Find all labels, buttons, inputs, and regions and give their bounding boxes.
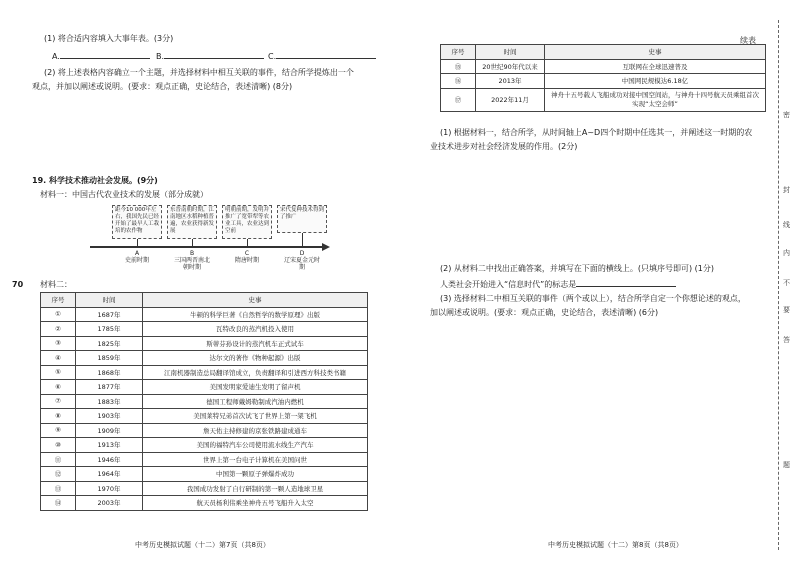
table-row (41, 438, 368, 453)
cell-index: ③ (41, 336, 76, 351)
question-1-line2: 业技术进步对社会经济发展的作用。(2分) (430, 142, 578, 151)
material-2-table-continued (440, 44, 766, 112)
table-row (41, 322, 368, 337)
question-2-line1: (2) 从材料二中找出正确答案，并填写在下面的横线上。(只填序号即可) (1分) (440, 264, 714, 273)
fill-blank-b (156, 50, 264, 62)
cell-index: ⑧ (41, 409, 76, 424)
header-time: 时间 (76, 293, 143, 308)
cell-event: 斯蒂芬孙设计的蒸汽机车正式试车 (143, 336, 368, 351)
cell-event: 美国莱特兄弟首次试飞了世界上第一架飞机 (143, 409, 368, 424)
table-row (41, 409, 368, 424)
table-row (41, 365, 368, 380)
cell-index: ⑦ (41, 394, 76, 409)
cell-time: 2003年 (76, 496, 143, 511)
cell-index: ⑤ (41, 365, 76, 380)
cell-time: 1785年 (76, 322, 143, 337)
cell-time: 1877年 (76, 380, 143, 395)
table-row (41, 351, 368, 366)
table-row (41, 380, 368, 395)
table-row (41, 336, 368, 351)
table-row (41, 423, 368, 438)
material-2-title: 材料二： (40, 280, 72, 289)
fill-blank-c (268, 50, 376, 62)
cell-event: 中国第一颗原子弹爆炸成功 (143, 467, 368, 482)
table-row (41, 307, 368, 322)
timeline-letter-c: C (244, 250, 250, 257)
cell-index: ④ (41, 351, 76, 366)
fill-a-label: A. (52, 52, 60, 61)
timeline-letter-d: D (299, 250, 305, 257)
cell-time: 20世纪90年代以来 (476, 59, 545, 74)
left-page-footer: 中考历史模拟试题（十二）第7页（共8页） (135, 541, 270, 549)
cell-index: ⑯ (441, 74, 476, 89)
cell-event: 瓦特改良的蒸汽机投入使用 (143, 322, 368, 337)
question-fill-prompt: (1) 将合适内容填入大事年表。(3分) (44, 34, 174, 43)
table-row (41, 394, 368, 409)
table-header-row (441, 45, 766, 60)
binding-char: 不 (783, 279, 790, 287)
cell-time: 1913年 (76, 438, 143, 453)
cell-time: 1909年 (76, 423, 143, 438)
cell-index: ⑬ (41, 481, 76, 496)
timeline-period-d: 辽宋夏金元时期 (283, 257, 320, 271)
header-time: 时间 (476, 45, 545, 60)
timeline-box-d: 宋代复种技术得到了推广 (277, 205, 327, 233)
cell-time: 1868年 (76, 365, 143, 380)
cell-time: 1970年 (76, 481, 143, 496)
page-number-side: 70 (12, 280, 24, 289)
material-1-title: 材料一：中国古代农业技术的发展（部分成就） (40, 190, 208, 199)
continued-label: 续表 (740, 36, 756, 45)
question-1-line1: (1) 根据材料一，结合所学，从时间轴上A~D四个时期中任选其一，并阐述这一时期的农 (440, 128, 753, 137)
table-header-row (41, 293, 368, 308)
timeline-period-b: 三国两晋南北朝时期 (173, 257, 210, 271)
cell-index: ① (41, 307, 76, 322)
cell-event: 达尔文的著作《物种起源》出版 (143, 351, 368, 366)
header-index: 序号 (41, 293, 76, 308)
cell-time: 2013年 (476, 74, 545, 89)
cell-index: ⑮ (441, 59, 476, 74)
timeline-label-c (227, 250, 267, 264)
cell-index: ⑰ (441, 88, 476, 111)
table-row (441, 88, 766, 111)
binding-dashed-line (778, 20, 779, 550)
cell-index: ⑨ (41, 423, 76, 438)
cell-time: 1883年 (76, 394, 143, 409)
binding-char: 要 (783, 306, 790, 314)
cell-index: ⑫ (41, 467, 76, 482)
cell-event: 我国成功发射了自行研制的第一颗人造地球卫星 (143, 481, 368, 496)
timeline-label-a (117, 250, 157, 264)
question-theme-line2: 观点，并加以阐述或说明。(要求：观点正确，史论结合，表述清晰) (8分) (32, 82, 293, 91)
right-page-footer: 中考历史模拟试题（十二）第8页（共8页） (548, 541, 683, 549)
binding-char: 封 (783, 186, 790, 194)
header-index: 序号 (441, 45, 476, 60)
table-row (41, 481, 368, 496)
cell-index: ⑩ (41, 438, 76, 453)
cell-event: 中国网民规模达6.18亿 (545, 74, 766, 89)
table-row (441, 59, 766, 74)
table-row (41, 467, 368, 482)
question-3-line2: 加以阐述或说明。(要求：观点正确，史论结合，表述清晰) (6分) (430, 308, 659, 317)
timeline-box-c: 明朝前期，发明并推广了宽带犁等农业工具，农业达到空前 (222, 205, 272, 239)
cell-index: ② (41, 322, 76, 337)
cell-event: 江南机器制造总局翻译馆成立，负责翻译和引进西方科技类书籍 (143, 365, 368, 380)
fill-c-label: C. (268, 52, 277, 61)
question-19-title: 19. 科学技术推动社会发展。(9分) (32, 176, 158, 185)
timeline-period-c: 隋唐时期 (234, 257, 259, 264)
cell-index: ⑭ (41, 496, 76, 511)
timeline-letter-a: A (134, 250, 140, 257)
cell-event: 牛顿的科学巨著《自然哲学的数学原理》出版 (143, 307, 368, 322)
fill-blank-a (52, 50, 150, 62)
cell-time: 1859年 (76, 351, 143, 366)
timeline-label-b (172, 250, 212, 271)
binding-char: 题 (783, 461, 790, 469)
question-2-prompt: 人类社会开始进入“信息时代”的标志是 (440, 280, 577, 289)
cell-time: 1903年 (76, 409, 143, 424)
timeline-period-a: 史前时期 (124, 257, 149, 264)
timeline-label-d (282, 250, 322, 271)
fill-b-label: B. (156, 52, 165, 61)
cell-time: 1946年 (76, 452, 143, 467)
table-row (41, 452, 368, 467)
cell-event: 航天员杨利伟乘坐神舟五号飞船升入太空 (143, 496, 368, 511)
header-event: 史事 (143, 293, 368, 308)
cell-event: 互联网在全球迅速普及 (545, 59, 766, 74)
blank-a-line[interactable] (60, 50, 150, 59)
timeline-box-b: 东晋南朝时期，江南地区水稻种植普遍，农业获得新发展 (167, 205, 217, 239)
table-row (41, 496, 368, 511)
cell-time: 2022年11月 (476, 88, 545, 111)
cell-time: 1687年 (76, 307, 143, 322)
question-3-line1: (3) 选择材料二中相互关联的事件（两个或以上），结合所学自定一个你想论述的观点， (440, 294, 746, 303)
answer-blank-line[interactable] (576, 278, 676, 287)
cell-event: 美国的福特汽车公司使用流水线生产汽车 (143, 438, 368, 453)
cell-event: 詹天佑主持修建的京张铁路建成通车 (143, 423, 368, 438)
question-2-line2 (440, 278, 676, 290)
timeline-box-a: 距今10 000年左右，我国先民已经开始了最早人工栽培的农作物 (112, 205, 162, 239)
cell-event: 世界上第一台电子计算机在美国问世 (143, 452, 368, 467)
binding-char: 内 (783, 249, 790, 257)
blank-c-line[interactable] (276, 50, 376, 59)
cell-time: 1964年 (76, 467, 143, 482)
timeline-letter-b: B (189, 250, 195, 257)
binding-char: 线 (783, 221, 790, 229)
table-row (441, 74, 766, 89)
cell-time: 1825年 (76, 336, 143, 351)
cell-event: 神舟十五号载人飞船成功对接中国空间站，与神舟十四号航天员乘组首次实现“太空会师” (545, 88, 766, 111)
blank-b-line[interactable] (164, 50, 264, 59)
material-2-table (40, 292, 368, 511)
binding-char: 密 (783, 111, 790, 119)
question-theme-line1: (2) 将上述表格内容确立一个主题，并选择材料中相互关联的事件，结合所学提炼出一个 (44, 68, 354, 77)
cell-index: ⑥ (41, 380, 76, 395)
cell-index: ⑪ (41, 452, 76, 467)
cell-event: 美国发明家爱迪生发明了留声机 (143, 380, 368, 395)
binding-char: 答 (783, 336, 790, 344)
cell-event: 德国工程师戴姆勒制成汽油内燃机 (143, 394, 368, 409)
header-event: 史事 (545, 45, 766, 60)
